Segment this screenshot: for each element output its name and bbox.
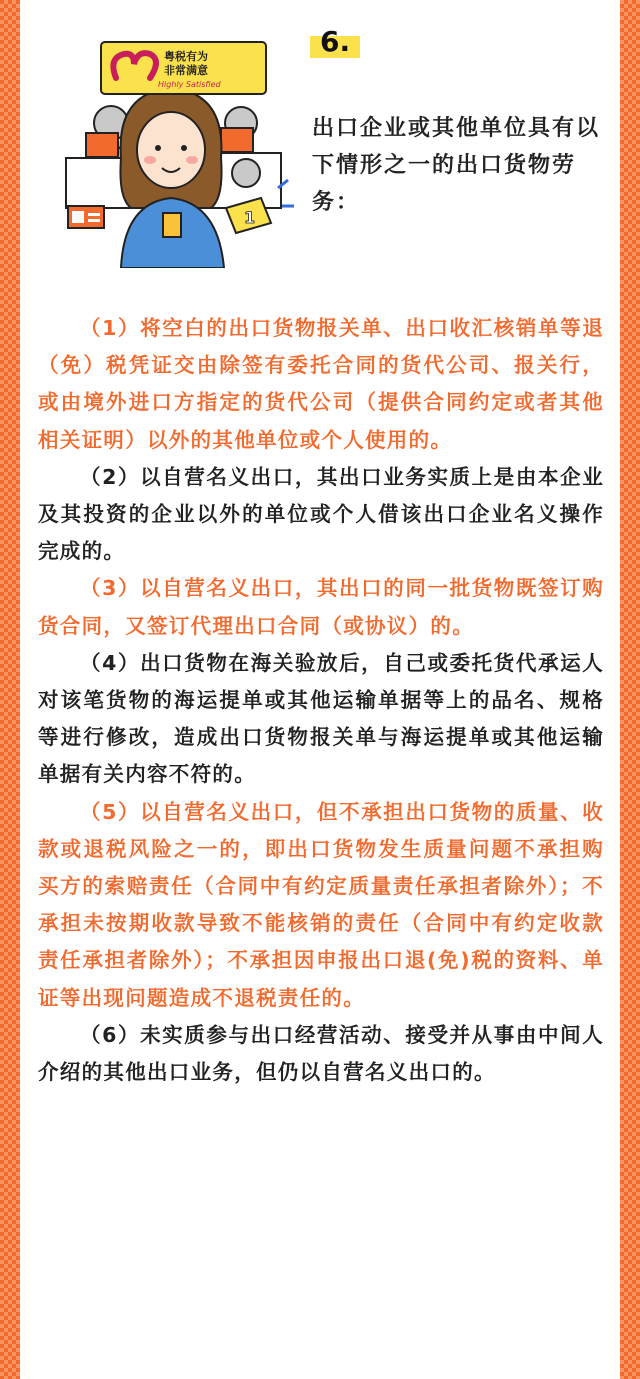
background-person-head-far-right: [232, 159, 260, 187]
monitor-left: [86, 133, 118, 157]
paragraph-4: （4）出口货物在海关验放后，自己或委托货代承运人对该笔货物的海运提单或其他运输单据等上的品名、规格等进行修改，造成出口货物报关单与海运提单或其他运输单据有关内容不符的。: [38, 650, 604, 787]
number-text: 6.: [320, 25, 351, 58]
monitor-right: [221, 128, 253, 152]
paragraph-5: （5）以自营名义出口，但不承担出口货物的质量、收款或退税风险之一的，即出口货物发生质量问题不承担购买方的索赔责任（合同中有约定质量责任承担者除外）；不承担未按期收款导致不能核销的责任（合同中有约定收款责任承担者除外）；不承担因申报出口退(免)税的资料、单证等出现问题造成不退税责任的。: [38, 799, 604, 1010]
paragraph-2: （2）以自营名义出口，其出口业务实质上是由本企业及其投资的企业以外的单位或个人借该出口企业名义操作完成的。: [38, 464, 604, 564]
paragraph-1: （1）将空白的出口货物报关单、出口收汇核销单等退（免）税凭证交由除签有委托合同的货代公司、报关行，或由境外进口方指定的货代公司（提供合同约定或者其他相关证明）以外的其他单位或个人使用的。: [38, 316, 604, 452]
badge-line3: Highly Satisfied: [158, 80, 221, 89]
tag-text: 1: [244, 208, 256, 227]
woman-face: [137, 112, 205, 188]
paragraph-6: （6）未实质参与出口经营活动、接受并从事由中间人介绍的其他出口业务，但仍以自营名义出口的。: [38, 1022, 604, 1085]
intro-text: 出口企业或其他单位具有以下情形之一的出口货物劳务：: [312, 116, 601, 215]
tax-service-illustration: [46, 38, 296, 268]
badge-line1: 粤税有为: [164, 50, 208, 63]
badge-line2: 非常满意: [164, 64, 208, 77]
paragraph-3: （3）以自营名义出口，其出口的同一批货物既签订购货合同，又签订代理出口合同（或协议）的。: [38, 576, 604, 638]
section-number: [310, 22, 360, 62]
phone-icon: [163, 213, 181, 237]
paragraph-list: [38, 310, 604, 1091]
